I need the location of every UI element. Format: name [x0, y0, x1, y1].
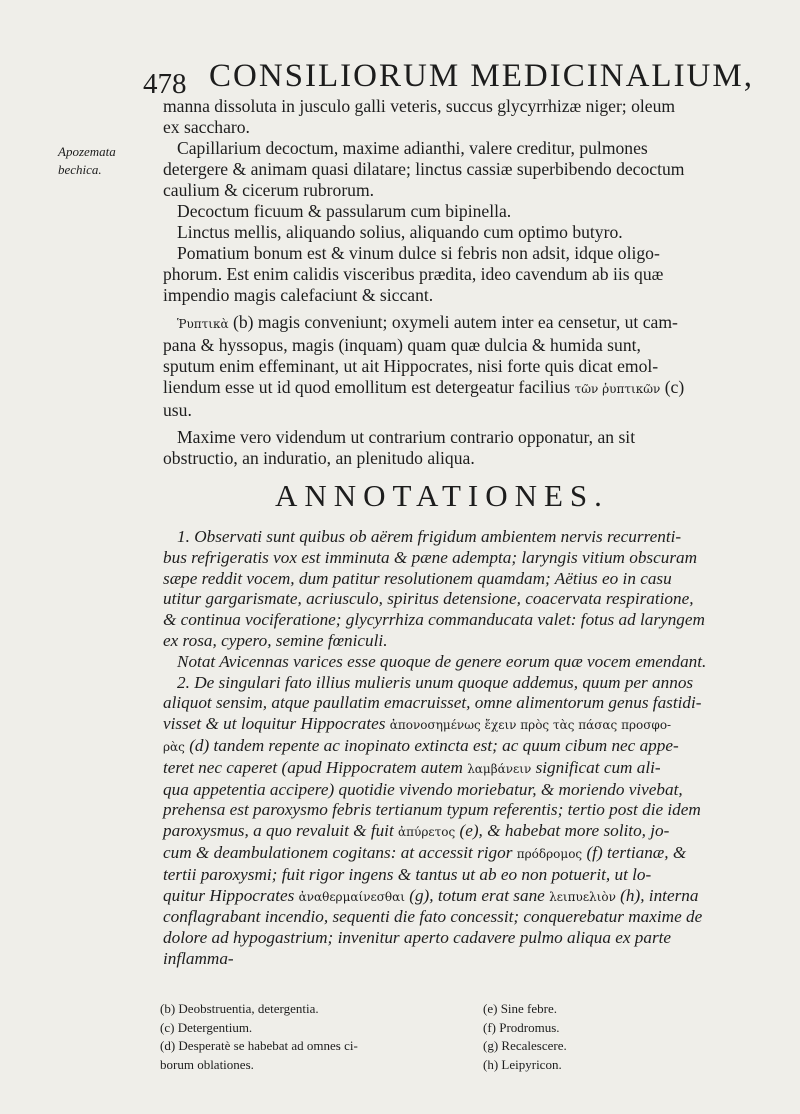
body-line: manna dissoluta in jusculo galli veteris, succus glycyrrhizæ niger; oleum — [163, 96, 676, 116]
annotation-line: utitur gargarismate, acriusculo, spiritus detensione, coacervata respiratione, — [163, 589, 694, 609]
footnotes-left-column — [160, 1000, 450, 1074]
annotations-text — [163, 527, 778, 970]
body-line: liendum esse ut id quod emollitum est detergeatur facilius τῶν ῥυπτικῶν (c) — [163, 377, 685, 397]
footnote: (d) Desperatè se habebat ad omnes ci- — [160, 1038, 358, 1053]
body-line: obstructio, an induratio, an plenitudo aliqua. — [163, 448, 475, 468]
annotation-line: & continua vociferatione; glycyrrhiza commanducata valet: fotus ad laryngem — [163, 610, 705, 630]
annotation-line: ex rosa, cypero, semine fœniculi. — [163, 630, 388, 650]
body-line: sputum enim effeminant, ut ait Hippocrates, nisi forte quis dicat emol- — [163, 356, 659, 376]
body-line: Maxime vero videndum ut contrarium contrario opponatur, an sit — [177, 427, 636, 447]
body-line: Pomatium bonum est & vinum dulce si febris non adsit, idque oligo- — [177, 243, 660, 263]
body-line: Linctus mellis, aliquando solius, aliquando cum optimo butyro. — [177, 222, 623, 242]
greek-word: λειπυελιὸν — [549, 889, 616, 904]
annotation-line: visset & ut loquitur Hippocrates ἀπονοσημένως ἔχειν πρὸς τὰς πάσας προσφο- — [163, 714, 672, 734]
body-line: Ῥυπτικὰ (b) magis conveniunt; oxymeli autem inter ea censetur, ut cam- — [177, 312, 678, 332]
greek-word: ἀπύρετος — [398, 825, 456, 840]
greek-phrase: ἀπονοσημένως ἔχειν πρὸς τὰς πάσας προσφο- — [389, 718, 672, 733]
footnote: (b) Deobstruentia, detergentia. — [160, 1001, 319, 1016]
annotation-line: prehensa est paroxysmo febris tertianum typum referentis; tertio post die idem — [163, 800, 701, 820]
body-line: detergere & animam quasi dilatare; linctus cassiæ superbibendo decoctum — [163, 159, 685, 179]
footnotes-right-column — [483, 1000, 763, 1074]
annotation-line: bus refrigeratis vox est imminuta & pæne adempta; laryngis vitium obscuram — [163, 547, 698, 567]
margin-note — [58, 143, 158, 179]
margin-note-line: bechica. — [58, 162, 102, 177]
page-header — [143, 54, 763, 98]
greek-word: ρὰς — [163, 739, 185, 754]
body-line: phorum. Est enim calidis visceribus prædita, ideo cavendum ab iis quæ — [163, 264, 664, 284]
body-line: Capillarium decoctum, maxime adianthi, valere creditur, pulmones — [177, 138, 648, 158]
annotation-line: cum & deambulationem cogitans: at accessit rigor πρόδρομος (f) tertianæ, & — [163, 842, 687, 862]
annotation-line: Notat Avicennas varices esse quoque de genere eorum quæ vocem emendant. — [177, 651, 707, 671]
body-line: Decoctum ficuum & passularum cum bipinella. — [177, 201, 512, 221]
body-line: usu. — [163, 400, 192, 420]
running-title: CONSILIORUM MEDICINALIUM, — [209, 58, 754, 94]
annotation-line: ρὰς (d) tandem repente ac inopinato extincta est; ac quum cibum nec appe- — [163, 735, 679, 755]
greek-word: λαμβάνειν — [467, 761, 532, 776]
footnote: (f) Prodromus. — [483, 1019, 560, 1035]
annotations-heading: ANNOTATIONES. — [275, 478, 609, 513]
annotation-line: dolore ad hypogastrium; invenitur aperto cadavere pulmo aliqua ex parte — [163, 928, 672, 948]
footnote: (c) Detergentium. — [160, 1019, 253, 1035]
page-number: 478 — [143, 68, 187, 100]
main-text — [163, 96, 778, 469]
greek-word: πρόδρομος — [516, 846, 583, 861]
catchword: inflamma- — [163, 948, 234, 968]
footnote: borum oblationes. — [160, 1056, 254, 1072]
annotation-line: aliquot sensim, atque paullatim emacruisset, omne alimentorum genus fastidi- — [163, 693, 702, 713]
annotation-line: quitur Hippocrates ἀναθερμαίνεσθαι (g), totum erat sane λειπυελιὸν (h), interna — [163, 885, 699, 905]
footnote: (h) Leipyricon. — [483, 1056, 562, 1072]
annotation-line: 1. Observati sunt quibus ob aërem frigidum ambientem nervis recurrenti- — [177, 527, 682, 546]
body-line: ex saccharo. — [163, 117, 250, 137]
annotation-line: sæpe reddit vocem, dum patitur resolutionem quamdam; Aëtius eo in casu — [163, 568, 672, 588]
greek-word: τῶν ῥυπτικῶν — [574, 382, 661, 396]
greek-word: ἀναθερμαίνεσθαι — [298, 889, 405, 904]
annotation-line: 2. De singulari fato illius mulieris unum quoque addemus, quum per annos — [177, 672, 694, 692]
annotation-line: teret nec caperet (apud Hippocratem autem λαμβάνειν significat cum ali- — [163, 757, 661, 777]
annotation-line: qua appetentia accipere) quotidie vivendo moriebatur, & moriendo vivebat, — [163, 779, 683, 799]
footnote: (g) Recalescere. — [483, 1038, 567, 1053]
annotation-line: conflagrabant incendio, sequenti die fato concessit; conquerebatur maxime de — [163, 907, 703, 927]
footnote: (e) Sine febre. — [483, 1001, 557, 1016]
annotation-line: tertii paroxysmi; fuit rigor ingens & tantus ut ab eo non potuerit, ut lo- — [163, 864, 652, 884]
annotation-line: paroxysmus, a quo revaluit & fuit ἀπύρετος (e), & habebat more solito, jo- — [163, 821, 670, 841]
body-line: pana & hyssopus, magis (inquam) quam quæ dulcia & humida sunt, — [163, 335, 641, 355]
body-line: impendio magis calefaciunt & siccant. — [163, 285, 434, 305]
margin-note-line: Apozemata — [58, 144, 116, 159]
body-line: caulium & cicerum rubrorum. — [163, 180, 375, 200]
greek-word: Ῥυπτικὰ — [177, 317, 229, 331]
